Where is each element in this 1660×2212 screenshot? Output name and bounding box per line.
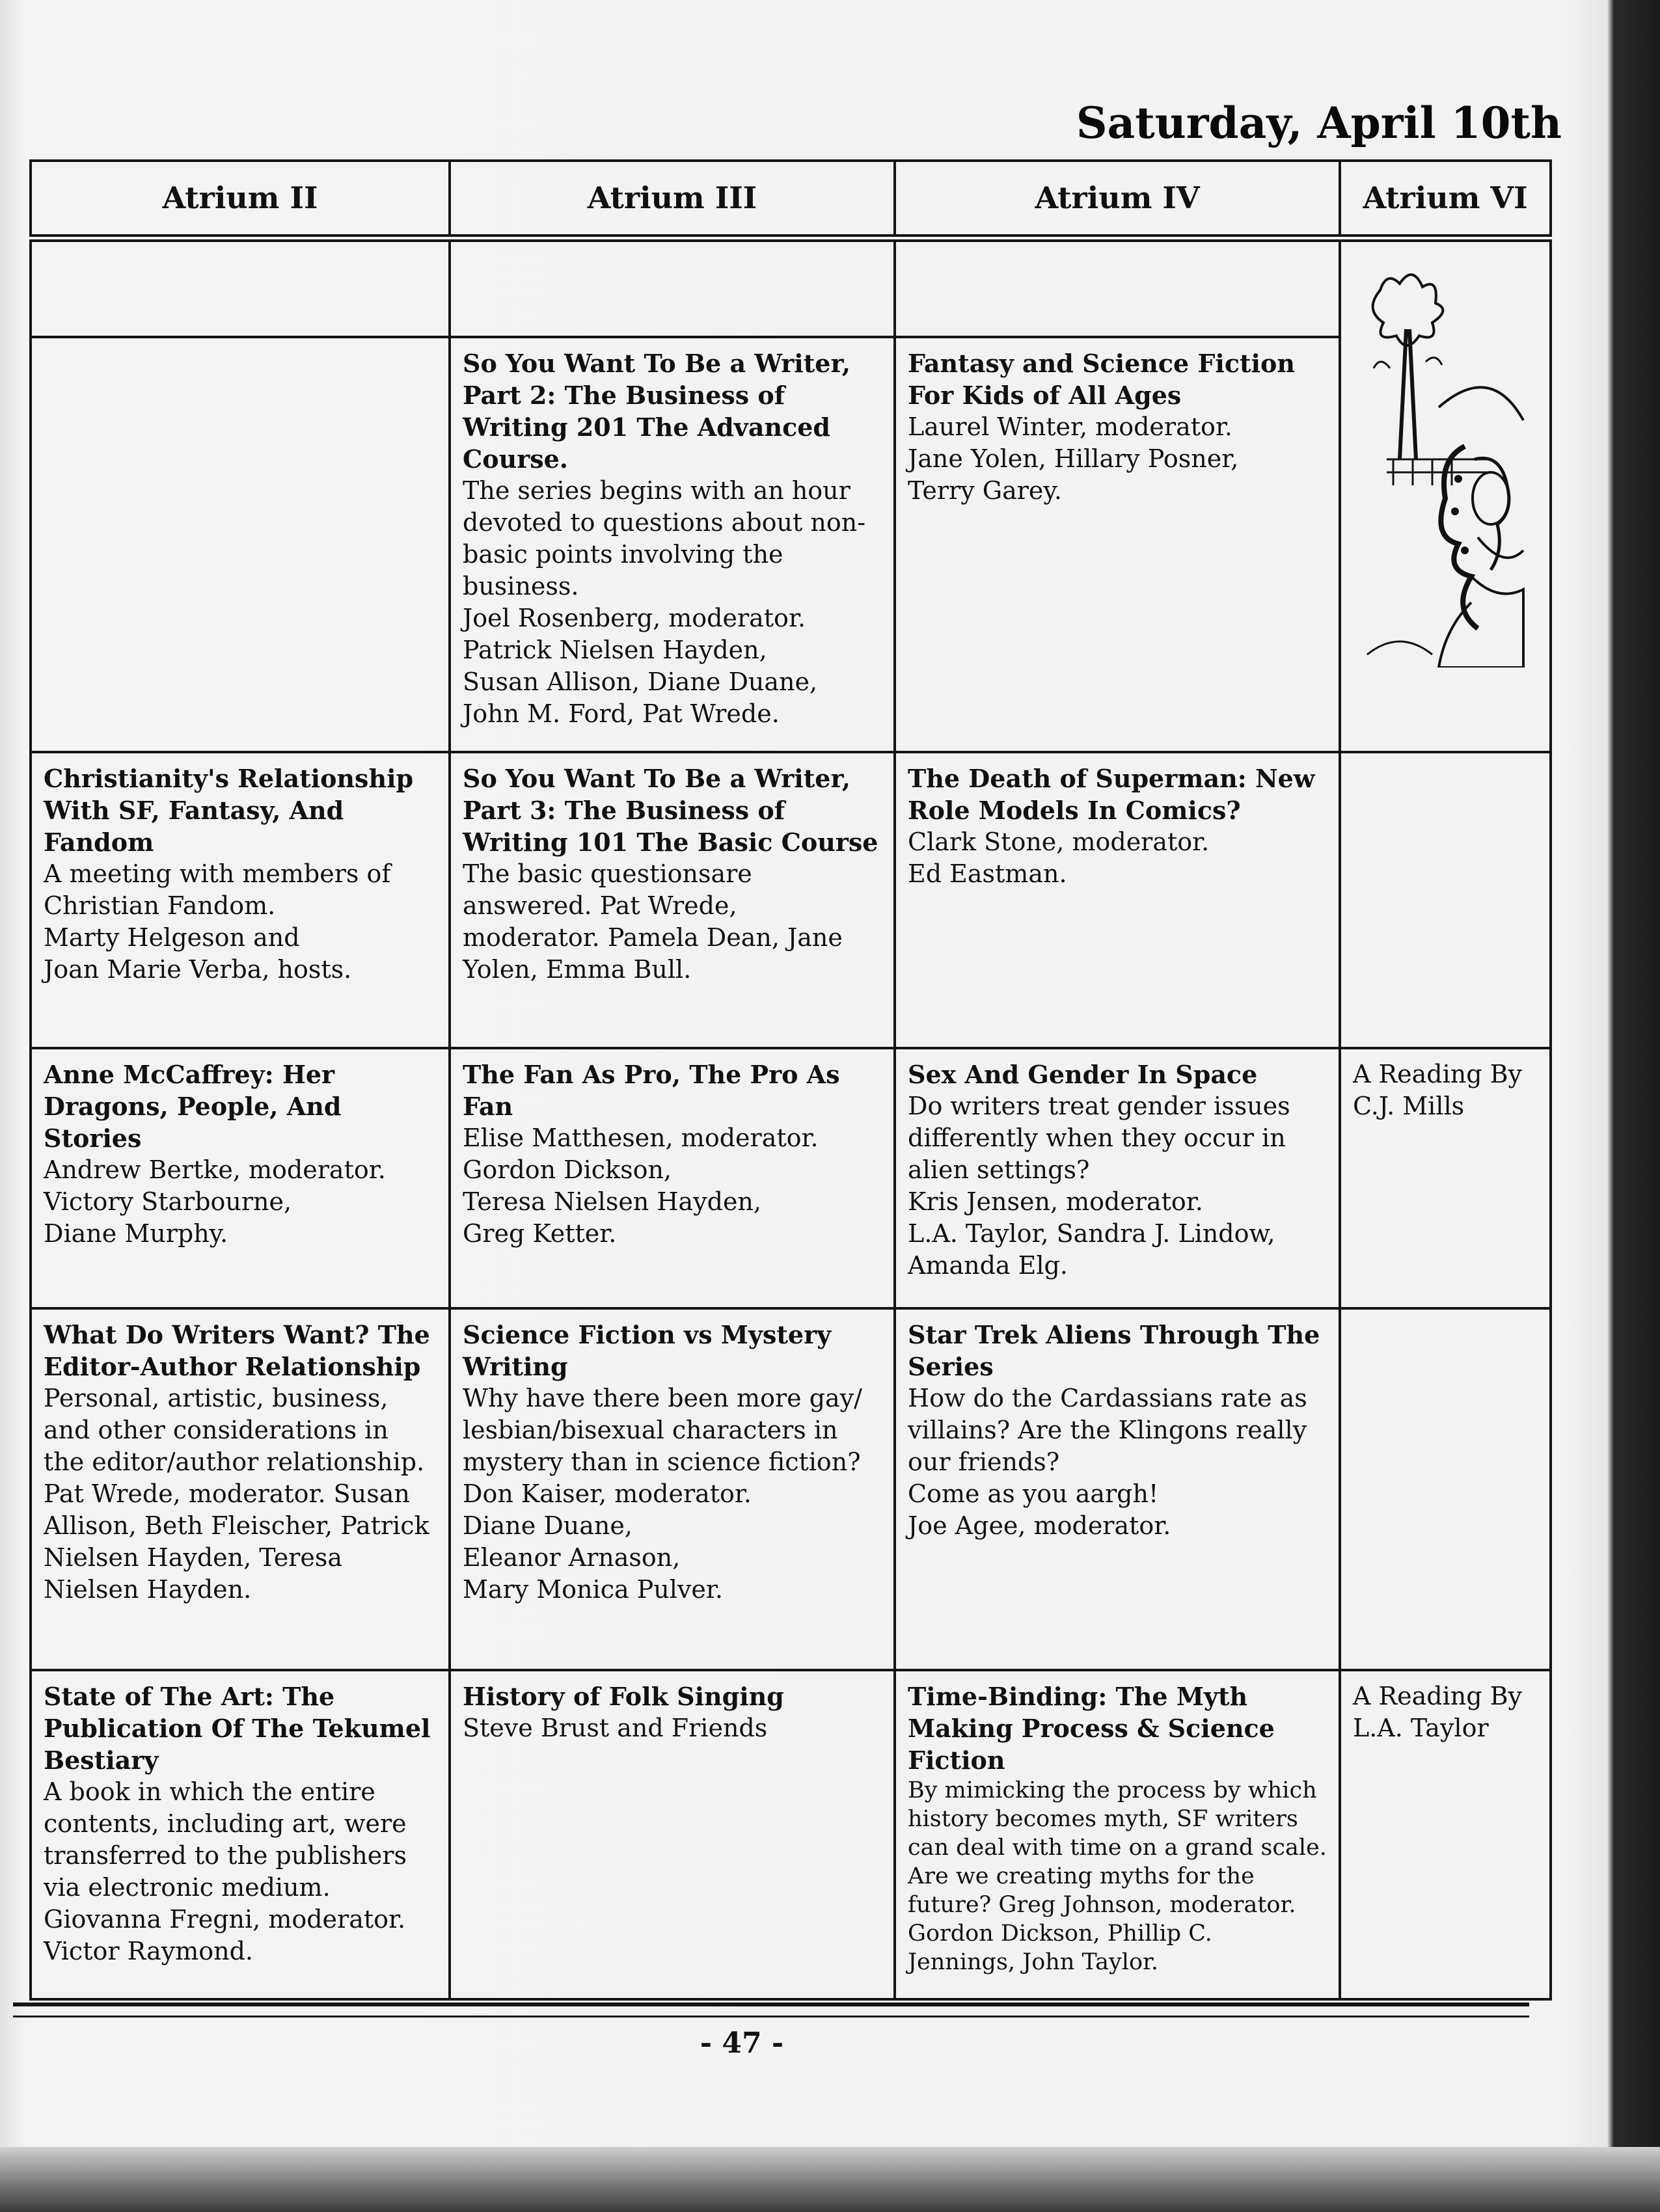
woman-with-tree-illustration (1361, 264, 1530, 668)
panel-participant: Ed Eastman. (908, 859, 1067, 888)
table-cell (31, 337, 450, 751)
table-row (31, 337, 1551, 751)
panel-participant: Terry Garey. (908, 476, 1062, 506)
panel-description: A book in which the entire contents, including art, were transferred to the publishers via electronic medium. (44, 1777, 407, 1902)
panel-description: A meeting with members of Christian Fandom. (44, 859, 391, 920)
panel-participant: Clark Stone, moderator. (908, 827, 1210, 856)
reading-author: L.A. Taylor (1353, 1714, 1489, 1743)
panel-participant: Diane Duane, (463, 1511, 633, 1540)
table-cell-empty (895, 238, 1340, 337)
panel-description: How do the Cardassians rate as villains? Are the Klingons really our friends? (908, 1383, 1307, 1476)
panel-participant: Patrick Nielsen Hayden, (463, 636, 767, 665)
header-row (31, 161, 1551, 238)
panel-participant: Giovanna Fregni, moderator. (44, 1905, 406, 1934)
reading-author: C.J. Mills (1353, 1091, 1465, 1120)
panel-participant: Gordon Dickson, (463, 1155, 672, 1184)
page-number: - 47 - (700, 2027, 784, 2060)
panel-title: Sex And Gender In Space (908, 1059, 1258, 1089)
panel-participant: Andrew Bertke, moderator. (44, 1155, 386, 1184)
table-cell (31, 1308, 450, 1670)
panel-participant: L.A. Taylor, Sandra J. Lindow, (908, 1219, 1275, 1248)
table-row (31, 238, 1551, 337)
panel-title: State of The Art: The Publication Of The Tekumel Bestiary (44, 1682, 431, 1775)
panel-participant: Diane Murphy. (44, 1219, 228, 1248)
table-cell (895, 1308, 1340, 1670)
panel-title: The Fan As Pro, The Pro As Fan (463, 1059, 840, 1121)
column-header-atrium-6: Atrium VI (1340, 161, 1551, 238)
panel-participant: Greg Ketter. (463, 1219, 617, 1248)
panel-participant: Don Kaiser, moderator. (463, 1479, 752, 1508)
panel-description: The series begins with an hour devoted to questions about non-basic points involving the business. (463, 476, 866, 601)
table-cell-empty (1340, 1308, 1551, 1670)
panel-participant: Pat Wrede, moderator. Susan Allison, Beth Fleischer, Patrick Nielsen Hayden, Teresa Nielsen Hayden. (44, 1479, 429, 1604)
reading-label: A Reading By (1353, 1682, 1523, 1711)
table-cell (1340, 1048, 1551, 1308)
panel-participant: Teresa Nielsen Hayden, (463, 1187, 761, 1216)
panel-participant: Victor Raymond. (44, 1937, 253, 1966)
panel-title: The Death of Superman: New Role Models In Comics? (908, 763, 1315, 825)
panel-participant: Susan Allison, Diane Duane, (463, 668, 818, 697)
illustration-cell (1340, 238, 1551, 751)
panel-participant: Victory Starbourne, (44, 1187, 292, 1216)
panel-title: Anne McCaffrey: Her Dragons, People, And Stories (44, 1059, 342, 1153)
panel-participant: John M. Ford, Pat Wrede. (463, 699, 780, 729)
panel-description: Why have there been more gay/ lesbian/bisexual characters in mystery than in science fiction? (463, 1383, 862, 1476)
panel-participant: Steve Brust and Friends (463, 1714, 768, 1743)
column-header-atrium-2: Atrium II (31, 161, 450, 238)
table-cell (450, 1308, 895, 1670)
table-cell-empty (1340, 752, 1551, 1048)
panel-description: By mimicking the process by which history becomes myth, SF writers can deal with time on a grand scale. Are we creating myths for the future? Greg Johnson, moderator. Gordon Dickson, Phillip C. Jennings, John Taylor. (908, 1777, 1327, 1976)
table-cell (31, 1048, 450, 1308)
panel-title: Fantasy and Science Fiction For Kids of All Ages (908, 349, 1295, 411)
table-cell-empty (31, 238, 450, 337)
table-row (31, 752, 1551, 1048)
panel-participant: Eleanor Arnason, (463, 1543, 681, 1572)
panel-participant: Amanda Elg. (908, 1250, 1068, 1280)
table-cell (895, 1048, 1340, 1308)
panel-title: Science Fiction vs Mystery Writing (463, 1319, 832, 1381)
panel-participant: Laurel Winter, moderator. (908, 412, 1232, 442)
panel-title: Christianity's Relationship With SF, Fantasy, And Fandom (44, 763, 414, 857)
column-header-atrium-4: Atrium IV (895, 161, 1340, 238)
panel-title: So You Want To Be a Writer, Part 2: The Business of Writing 201 The Advanced Course. (463, 349, 850, 474)
table-cell (895, 337, 1340, 751)
panel-participant: Joel Rosenberg, moderator. (463, 604, 806, 633)
table-row (31, 1308, 1551, 1670)
column-header-atrium-3: Atrium III (450, 161, 895, 238)
panel-title: History of Folk Singing (463, 1682, 784, 1712)
table-cell (31, 1670, 450, 1999)
panel-participant: Mary Monica Pulver. (463, 1574, 723, 1604)
table-cell (1340, 1670, 1551, 1999)
schedule-table (29, 159, 1552, 2001)
table-cell (450, 752, 895, 1048)
table-row (31, 1670, 1551, 1999)
panel-title: What Do Writers Want? The Editor-Author Relationship (44, 1319, 430, 1381)
table-cell (895, 1670, 1340, 1999)
panel-description: Personal, artistic, business, and other considerations in the editor/author relationship. (44, 1383, 425, 1476)
page-title: Saturday, April 10th (1076, 98, 1562, 148)
panel-participant: Marty Helgeson and (44, 923, 300, 952)
panel-title: So You Want To Be a Writer, Part 3: The Business of Writing 101 The Basic Course (463, 763, 878, 857)
table-cell (895, 752, 1340, 1048)
panel-description: Come as you aargh! (908, 1479, 1159, 1508)
panel-title: Star Trek Aliens Through The Series (908, 1319, 1320, 1381)
bottom-divider (13, 2003, 1529, 2017)
table-cell (450, 337, 895, 751)
panel-participant: Joe Agee, moderator. (908, 1511, 1171, 1540)
reading-label: A Reading By (1353, 1059, 1523, 1088)
panel-description: Do writers treat gender issues differently when they occur in alien settings? (908, 1091, 1290, 1184)
panel-participant: Kris Jensen, moderator. (908, 1187, 1203, 1216)
panel-participant: Elise Matthesen, moderator. (463, 1123, 819, 1152)
page-edge-shadow (0, 2147, 1660, 2212)
table-cell (31, 752, 450, 1048)
panel-title: Time-Binding: The Myth Making Process & Science Fiction (908, 1682, 1275, 1775)
panel-description: The basic questionsare answered. Pat Wrede, moderator. Pamela Dean, Jane Yolen, Emma Bull. (463, 859, 843, 984)
panel-participant: Jane Yolen, Hillary Posner, (908, 444, 1239, 474)
table-row (31, 1048, 1551, 1308)
table-cell (450, 1670, 895, 1999)
table-cell-empty (450, 238, 895, 337)
panel-participant: Joan Marie Verba, hosts. (44, 954, 352, 984)
table-cell (450, 1048, 895, 1308)
